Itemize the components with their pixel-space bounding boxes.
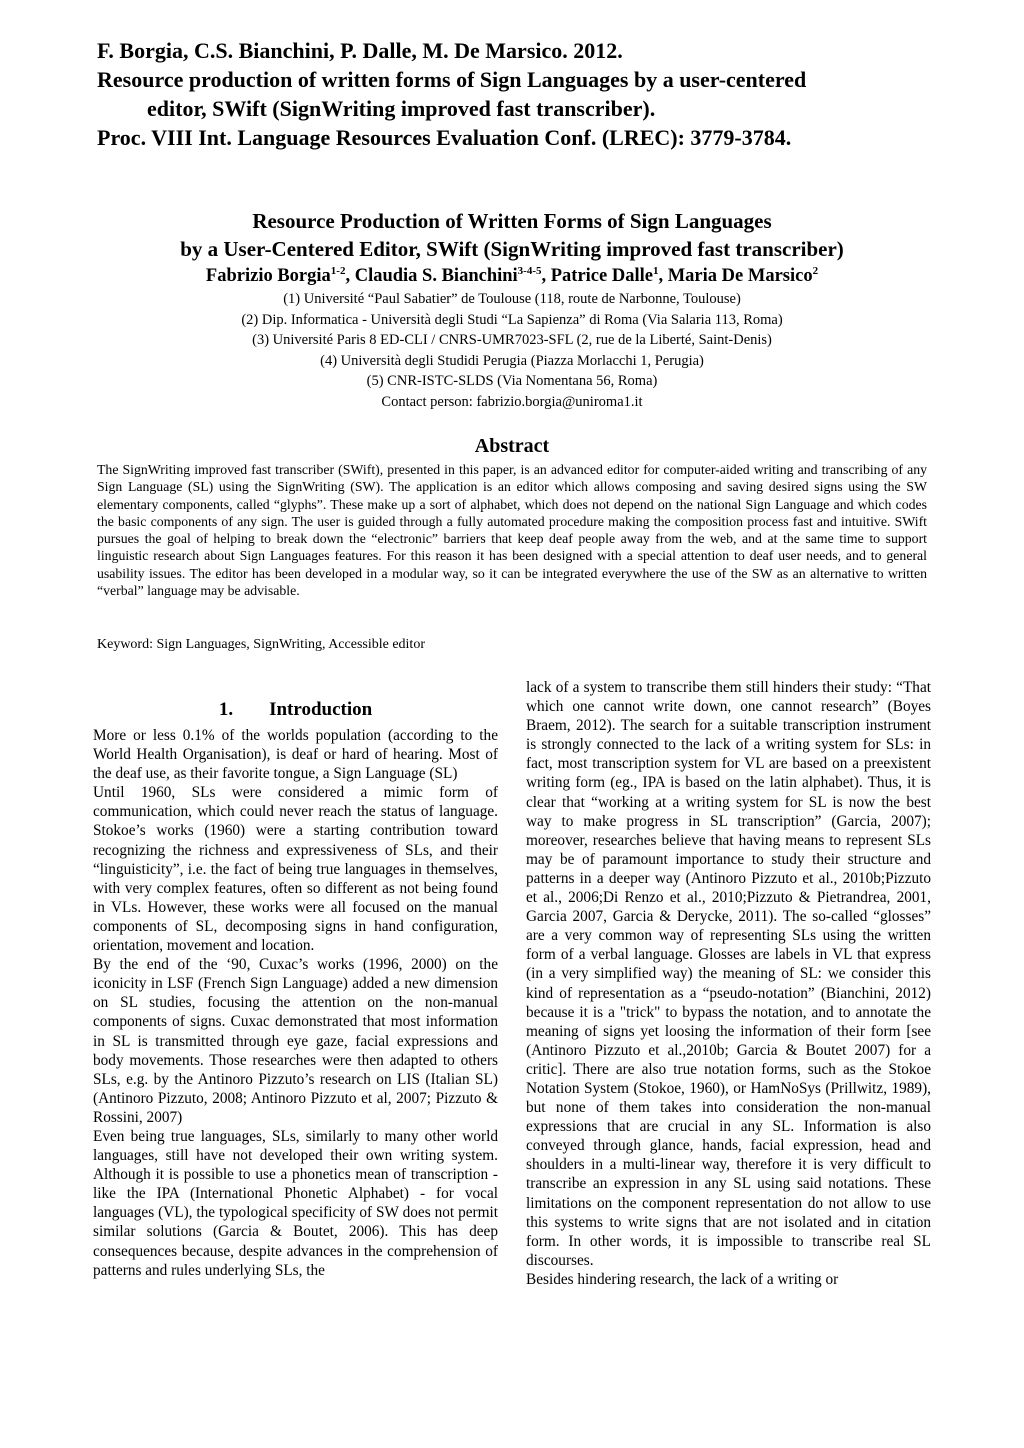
section-title: Introduction: [269, 699, 373, 720]
author-list: [0, 263, 1024, 289]
citation-header: [97, 36, 957, 152]
right-column: [526, 678, 931, 1289]
abstract-heading: Abstract: [474, 435, 550, 457]
abstract-body: The SignWriting improved fast transcriber (SWift), presented in this paper, is an advanced editor for computer-aided writing and transcribing of any Sign Language (SL) using the SignWriting (SW). The application is an editor which allows composing and saving desired signs using the SW elementary components, called “glyphs”. These make up a sort of alphabet, which does not depend on the national Sign Language and which codes the basic components of any sign. The user is guided through a fully automated procedure making the composition process fast and intuitive. SWift pursues the goal of helping to break down the “electronic” barriers that keep deaf people away from the web, and at the same time to support linguistic research about Sign Languages features. For this reason it has been designed with a special attention to deaf user needs, and to general usability issues. The editor has been developed in a modular way, so it can be integrated everywhere the use of the SW as an alternative to written “verbal” language may be advisable.: [97, 462, 927, 599]
affiliation-line: (4) Università degli Studidi Perugia (Piazza Morlacchi 1, Perugia): [320, 352, 704, 369]
citation-title-line1: Resource production of written forms of Sign Languages by a user-centered: [97, 67, 807, 92]
paragraph: Until 1960, SLs were considered a mimic form of communication, which could never reach the status of language. Stokoe’s works (1960) were a starting contribution toward recognizing the richness and expressiveness of SLs, and their “linguisticity”, i.e. the fact of being true languages in themselves, with very complex features, often so different as not being found in VLs. However, these works were all focused on the manual components of SL, decomposing signs in hand configuration, orientation, movement and location.: [93, 784, 498, 955]
affiliation-list: [0, 289, 1024, 412]
section-number: 1.: [218, 699, 234, 720]
title-block: [0, 207, 1024, 412]
affiliation-line: (2) Dip. Informatica - Università degli Studi “La Sapienza” di Roma (Via Salaria 113, Roma): [241, 311, 783, 328]
author-separator: ,: [345, 266, 355, 286]
citation-title-line2: editor, SWift (SignWriting improved fast transcriber).: [147, 96, 656, 121]
author-affiliation-mark: 3-4-5: [517, 264, 542, 277]
author-affiliation-mark: 2: [812, 264, 819, 277]
paper-title: [0, 207, 1024, 263]
citation-authors: F. Borgia, C.S. Bianchini, P. Dalle, M. De Marsico. 2012.: [97, 38, 623, 63]
author-name: Claudia S. Bianchini: [354, 266, 518, 286]
paragraph: Besides hindering research, the lack of a writing or: [526, 1270, 839, 1288]
affiliation-line: (5) CNR-ISTC-SLDS (Via Nomentana 56, Roma): [366, 373, 658, 389]
author-name: Patrice Dalle: [550, 266, 653, 286]
paragraph: lack of a system to transcribe them still hinders their study: “That which one cannot write down, one cannot research” (Boyes Braem, 2012). The search for a suitable transcription instrument is strongly connected to the lack of a writing system for SLs: in fact, most transcription system for VL are based on a preexistent writing form (eg., IPA is based on the latin alphabet). Thus, it is clear that “working at a writing system for SL is now the best way to make progress in SL transcription” (Garcia, 2007); moreover, researches believe that having means to represent SLs may be of paramount importance to study their structure and patterns in a deeper way (Antinoro Pizzuto et al., 2010b;Pizzuto et al., 2006;Di Renzo et al., 2010;Pizzuto & Pietrandrea, 2001, Garcia 2007, Garcia & Derycke, 2011). The so-called “glosses” are a very common way of representing SLs using the written form of a verbal language. Glosses are labels in VL that express (in a very simplified way) the meaning of SL: we consider this kind of representation as a “pseudo-notation” (Bianchini, 2012) because it is a "trick" to bypass the notation, and to annotate the meaning of signs yet loosing the information of their form [see (Antinoro Pizzuto et al.,2010b; Garcia & Boutet 2007) for a critic]. There are also true notation forms, such as the Stokoe Notation System (Stokoe, 1960), or HamNoSys (Prillwitz, 1989), but none of them takes into consideration the non-manual expressions that are crucial in any SL. Information is also conveyed through glance, hands, facial expression, head and shoulders in a multi-linear way, therefore it is very difficult to transcribe an expression in any SL using said notations. These limitations on the component representation do not allow to use this systems to write signs that are not isolated and in citation form. In other words, it is impossible to transcribe real SL discourses.: [526, 679, 931, 1269]
citation-venue: Proc. VIII Int. Language Resources Evaluation Conf. (LREC): 3779-3784.: [97, 125, 792, 150]
author-separator: ,: [658, 266, 668, 286]
keywords: Keyword: Sign Languages, SignWriting, Accessible editor: [97, 637, 425, 652]
affiliation-line: (1) Université “Paul Sabatier” de Toulouse (118, route de Narbonne, Toulouse): [283, 291, 741, 307]
author-separator: ,: [541, 266, 551, 286]
author-affiliation-mark: 1-2: [330, 264, 346, 277]
paragraph: Even being true languages, SLs, similarly to many other world languages, still have not developed their own writing system. Although it is possible to use a phonetics mean of transcription - like the IPA (International Phonetic Alphabet) - for vocal languages (VL), the typological specificity of SW does not permit similar solutions (Garcia & Boutet, 2006). This has deep consequences because, despite advances in the comprehension of patterns and rules underlying SLs, the: [93, 1127, 498, 1279]
affiliation-line: (3) Université Paris 8 ED-CLI / CNRS-UMR7023-SFL (2, rue de la Liberté, Saint-Denis): [252, 332, 772, 348]
author-affiliation-mark: 1: [652, 264, 659, 277]
author-name: Maria De Marsico: [667, 266, 813, 286]
left-column: [93, 698, 498, 1280]
contact-line: Contact person: fabrizio.borgia@uniroma1.it: [381, 393, 643, 410]
paragraph: By the end of the ‘90, Cuxac’s works (1996, 2000) on the iconicity in LSF (French Sign Language) added a new dimension on SL studies, focusing the attention on the non-manual components of signs. Cuxac demonstrated that most information in SL is transmitted through eye gaze, facial expressions and body movements. Those researches were then adapted to others SLs, e.g. by the Antinoro Pizzuto’s research on LIS (Italian SL) (Antinoro Pizzuto, 2008; Antinoro Pizzuto et al, 2007; Pizzuto & Rossini, 2007): [93, 956, 498, 1126]
author-name: Fabrizio Borgia: [205, 266, 331, 286]
paper-title-line2: by a User-Centered Editor, SWift (SignWriting improved fast transcriber): [180, 237, 844, 261]
section-heading: [93, 698, 498, 722]
paper-title-line1: Resource Production of Written Forms of Sign Languages: [252, 209, 772, 233]
paragraph: More or less 0.1% of the worlds population (according to the World Health Organisation), is deaf or hard of hearing. Most of the deaf use, as their favorite tongue, a Sign Language (SL): [93, 727, 498, 783]
